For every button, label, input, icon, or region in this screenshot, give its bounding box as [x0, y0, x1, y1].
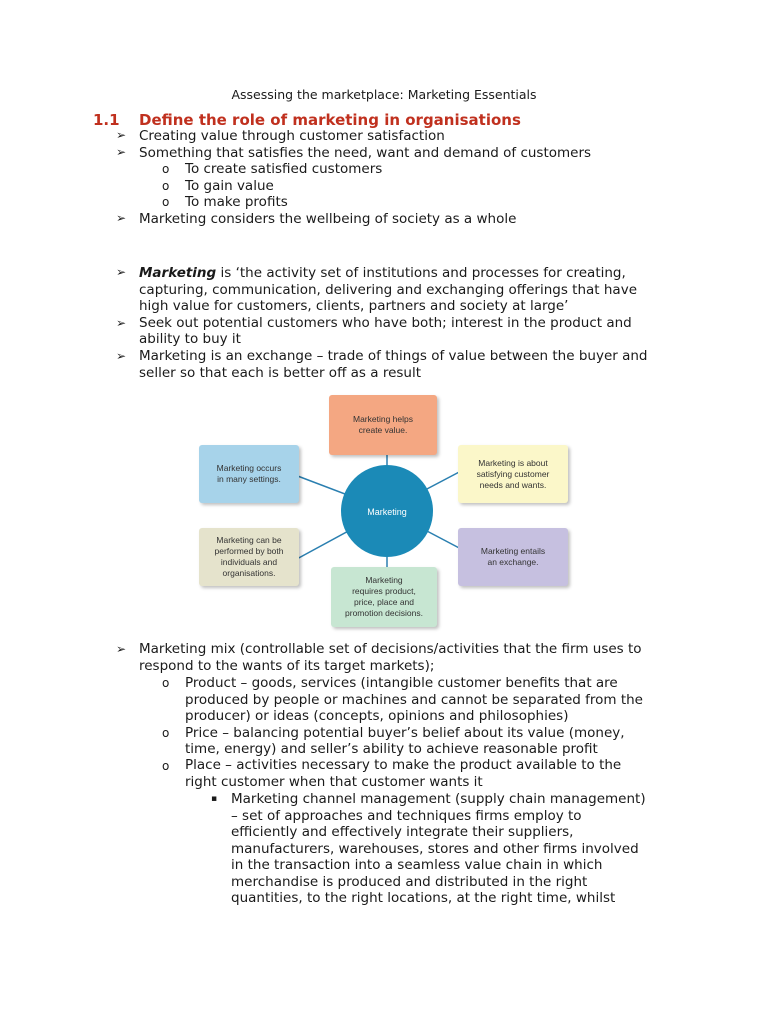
box-left-top [199, 445, 299, 503]
box-top-right [458, 445, 568, 503]
box-text: needs and wants. [479, 479, 547, 490]
marketing-diagram [195, 390, 572, 630]
box-bottom [331, 567, 437, 627]
definition-line-1 [139, 265, 699, 282]
price-text: Price – balancing potential buyer’s belief about its value (money, [185, 725, 625, 741]
box-text: promotion decisions. [345, 608, 423, 618]
sub-bullet-icon: o [162, 759, 170, 773]
product-text: Product – goods, services (intangible customer benefits that are [185, 675, 618, 691]
box-text: Marketing is about [478, 457, 548, 468]
box-text: organisations. [222, 568, 276, 578]
section-title: Define the role of marketing in organisations [139, 111, 521, 129]
mix-text-cont: respond to the wants of its target markets); [139, 658, 435, 674]
price-text: time, energy) and seller’s ability to achieve reasonable profit [185, 741, 598, 757]
bullet-text: Something that satisfies the need, want and demand of customers [139, 145, 592, 161]
bullet-arrow-icon: ➢ [116, 145, 127, 159]
box-text: Marketing [365, 575, 403, 585]
bullet-arrow-icon: ➢ [116, 349, 127, 363]
channel-text: Marketing channel management (supply chain management) [231, 791, 646, 807]
sub-bullet-icon: o [162, 162, 170, 176]
box-text: Marketing entails [480, 546, 546, 556]
channel-text: merchandise is produced and distributed in the right [231, 874, 588, 890]
box-text: satisfying customer [476, 468, 550, 479]
box-right [458, 528, 568, 586]
box-text: individuals and [220, 557, 278, 567]
section-heading [93, 111, 521, 129]
box-text: price, place and [353, 597, 414, 607]
mix-text: Marketing mix (controllable set of decisions/activities that the firm uses to [139, 641, 642, 657]
bullet-arrow-icon: ➢ [116, 128, 127, 142]
document-title: Assessing the marketplace: Marketing Essentials [231, 87, 537, 102]
channel-text: manufacturers, warehouses, stores and other firms involved [231, 841, 639, 857]
product-text: produced by people or machines and cannot be separated from the [185, 692, 643, 708]
diagram-center-label: Marketing [367, 507, 407, 517]
bullet-text: Creating value through customer satisfaction [139, 128, 445, 144]
channel-text: efficiently and effectively integrate their suppliers, [231, 824, 574, 840]
box-text: an exchange. [487, 557, 539, 567]
bullet-text-cont: seller so that each is better off as a result [139, 365, 422, 381]
sub-bullet-icon: o [162, 179, 170, 193]
bullet-arrow-icon: ➢ [116, 211, 127, 225]
box-text: in many settings. [217, 474, 281, 484]
sub-bullet-text: To gain value [185, 178, 274, 194]
channel-text: – set of approaches and techniques firms employ to [231, 808, 582, 824]
definition-line-3: high value for customers, clients, partners and society at large’ [139, 298, 569, 314]
channel-text: quantities, to the right locations, at the right time, whilst [231, 890, 616, 906]
sub-bullet-icon: o [162, 676, 170, 690]
definition-term: Marketing [139, 265, 217, 281]
box-top [329, 395, 437, 455]
section-number: 1.1 [93, 111, 120, 129]
sub-bullet-text: To make profits [185, 194, 288, 210]
place-text: right customer when that customer wants it [185, 774, 483, 790]
box-text: Marketing occurs [216, 463, 282, 473]
sub-bullet-icon: o [162, 195, 170, 209]
box-text: create value. [358, 425, 408, 435]
box-text: performed by both [214, 546, 284, 556]
bullet-arrow-icon: ➢ [116, 316, 127, 330]
box-text: Marketing can be [216, 535, 282, 545]
product-text: producer) or ideas (concepts, opinions and philosophies) [185, 708, 569, 724]
bullet-text: Marketing is an exchange – trade of things of value between the buyer and [139, 348, 648, 364]
definition-text: is ‘the activity set of institutions and processes for creating, [216, 265, 626, 281]
place-text: Place – activities necessary to make the product available to the [185, 757, 622, 773]
box-text: requires product, [352, 586, 416, 596]
bullet-text: Marketing considers the wellbeing of society as a whole [139, 211, 517, 227]
bullet-arrow-icon: ➢ [116, 642, 127, 656]
sub-bullet-icon: o [162, 726, 170, 740]
box-left-bottom [199, 528, 299, 586]
definition-line-2: capturing, communication, delivering and exchanging offerings that have [139, 282, 637, 298]
square-bullet-icon: ▪ [211, 794, 218, 804]
channel-text: in the transaction into a seamless value chain in which [231, 857, 603, 873]
box-text: Marketing helps [352, 414, 413, 424]
bullet-text: Seek out potential customers who have both; interest in the product and [139, 315, 632, 331]
bullet-text-cont: ability to buy it [139, 331, 241, 347]
sub-bullet-text: To create satisfied customers [185, 161, 383, 177]
bullet-arrow-icon: ➢ [116, 265, 127, 279]
